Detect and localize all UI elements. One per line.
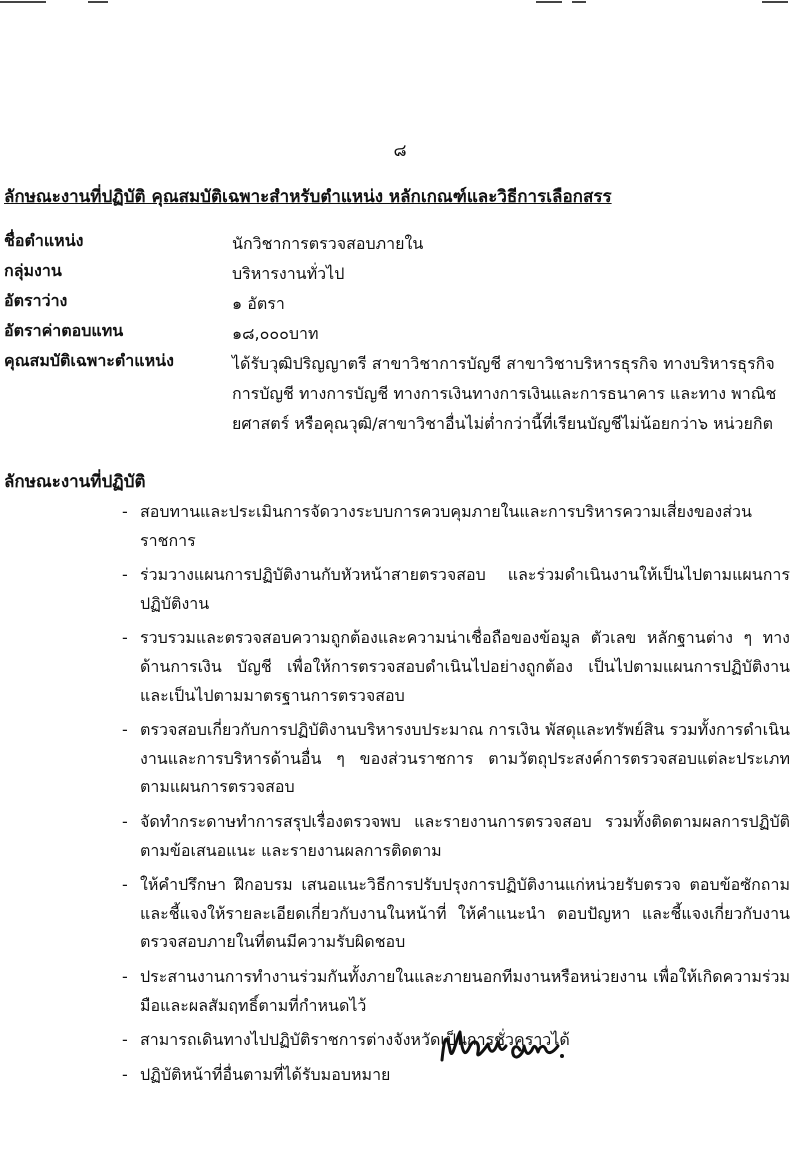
duty-text: รวบรวมและตรวจสอบความถูกต้องและความน่าเชื่อถือของข้อมูล ตัวเลข หลักฐานต่าง ๆ ทางด้านการเงิน บัญชี เพื่อให้การตรวจสอบดำเนินไปอย่างถูกต้อง เป็นไปตามแผนการปฏิบัติงาน และเป็นไปตามมาตรฐานการตรวจสอบ: [140, 628, 790, 705]
duty-text: ให้คำปรึกษา ฝึกอบรม เสนอแนะวิธีการปรับปรุงการปฏิบัติงานแก่หน่วยรับตรวจ ตอบข้อซักถามและชี้แจงให้รายละเอียดเกี่ยวกับงานในหน้าที่ ให้คำแนะนำ ตอบปัญหา และชี้แจงเกี่ยวกับงานตรวจสอบภายในที่ตนมีความรับผิดชอบ: [140, 875, 790, 952]
duty-item: [118, 871, 790, 957]
duty-text: จัดทำกระดาษทำการสรุปเรื่องตรวจพบ และรายงานการตรวจสอบ รวมทั้งติดตามผลการปฏิบัติตามข้อเสนอแนะ และรายงานผลการติดตาม: [140, 811, 790, 860]
dash-bullet: -: [122, 1030, 128, 1050]
section-title: ลักษณะงานที่ปฏิบัติ คุณสมบัติเฉพาะสำหรับตำแหน่ง หลักเกณฑ์และวิธีการเลือกสรร: [4, 187, 612, 207]
dash-bullet: -: [122, 720, 128, 740]
duty-item: [118, 716, 790, 802]
dash-bullet: -: [122, 502, 128, 521]
field-label: อัตราค่าตอบแทน: [4, 321, 124, 340]
dash-bullet: -: [122, 966, 128, 986]
field-value: บริหารงานทั่วไป: [232, 264, 345, 283]
dash-bullet: -: [122, 875, 128, 895]
duty-text: สอบทานและประเมินการจัดวางระบบการควบคุมภายในและการบริหารความเสี่ยงของส่วนราชการ: [140, 502, 752, 550]
handwritten-signature: [436, 1020, 586, 1080]
duty-text: สามารถเดินทางไปปฏิบัติราชการต่างจังหวัดเป็นการชั่วคราวได้: [140, 1030, 570, 1050]
duty-item: [118, 963, 790, 1020]
duty-item: [118, 498, 790, 555]
field-value: ๑ อัตรา: [232, 294, 285, 313]
dash-bullet: -: [122, 628, 128, 648]
duty-item: [118, 561, 790, 618]
dash-bullet: -: [122, 565, 128, 585]
page-number: ๘: [393, 141, 407, 161]
duty-item: [118, 808, 790, 865]
field-label: ชื่อตำแหน่ง: [4, 231, 84, 250]
field-label: คุณสมบัติเฉพาะตำแหน่ง: [4, 351, 174, 370]
field-label: กลุ่มงาน: [4, 261, 62, 280]
scan-edge-artifact: [0, 0, 800, 6]
duty-item: [118, 624, 790, 710]
field-value: ๑๘,๐๐๐บาท: [232, 324, 319, 343]
field-value: ได้รับวุฒิปริญญาตรี สาขาวิชาการบัญชี สาขาวิชาบริหารธุรกิจ ทางบริหารธุรกิจ การบัญชี ทางการบัญชี ทางการเงินทางการเงินและการธนาคาร และทาง พาณิชยศาสตร์ หรือคุณวุฒิ/สาขาวิชาอื่นไม่ต่ำกว่านี้ที่เรียนบัญชีไม่น้อยกว่า๖ หน่วยกิต: [232, 354, 777, 433]
duties-list: [118, 498, 790, 1095]
field-label: อัตราว่าง: [4, 291, 68, 310]
dash-bullet: -: [122, 811, 128, 831]
duties-title: ลักษณะงานที่ปฏิบัติ: [4, 472, 146, 492]
duty-text: ประสานงานการทำงานร่วมกันทั้งภายในและภายนอกทีมงานหรือหน่วยงาน เพื่อให้เกิดความร่วมมือและผลสัมฤทธิ์ตามที่กำหนดไว้: [140, 966, 790, 1015]
dash-bullet: -: [122, 1064, 128, 1084]
duty-text: ปฏิบัติหน้าที่อื่นตามที่ได้รับมอบหมาย: [140, 1064, 391, 1084]
field-value: นักวิชาการตรวจสอบภายใน: [232, 234, 424, 253]
duty-text: ร่วมวางแผนการปฏิบัติงานกับหัวหน้าสายตรวจสอบ และร่วมดำเนินงานให้เป็นไปตามแผนการปฏิบัติงาน: [140, 565, 790, 613]
duty-text: ตรวจสอบเกี่ยวกับการปฏิบัติงานบริหารงบประมาณ การเงิน พัสดุและทรัพย์สิน รวมทั้งการดำเนินงานและการบริหารด้านอื่น ๆ ของส่วนราชการ ตามวัตถุประสงค์การตรวจสอบแต่ละประเภทตามแผนการตรวจสอบ: [140, 720, 790, 797]
